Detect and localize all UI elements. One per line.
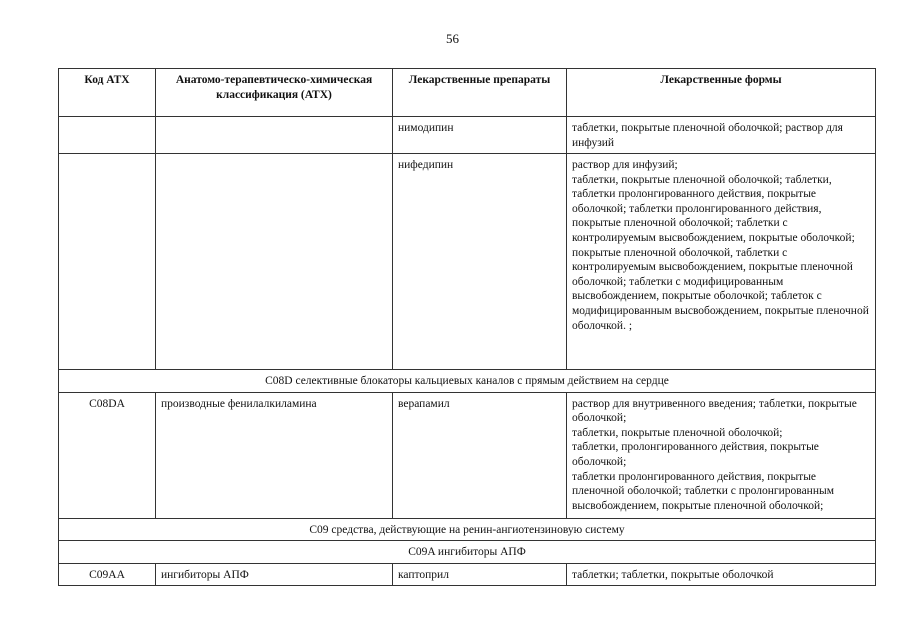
table-row [59, 117, 876, 154]
code-cell: C08DA [59, 392, 156, 518]
section-heading-c08d: C08D селективные блокаторы кальциевых каналов с прямым действием на сердце [59, 370, 876, 393]
code-cell [59, 117, 156, 154]
page-number: 56 [446, 31, 459, 46]
section-row [59, 541, 876, 564]
table-row [59, 154, 876, 370]
forms-cell: таблетки, покрытые пленочной оболочкой; раствор для инфузий [567, 117, 876, 154]
section-heading-c09a: C09A ингибиторы АПФ [59, 541, 876, 564]
table-row [59, 563, 876, 585]
section-row [59, 370, 876, 393]
forms-cell: таблетки; таблетки, покрытые оболочкой [567, 563, 876, 585]
header-classification: Анатомо-терапевтическо-химическая классификация (АТХ) [156, 69, 393, 117]
classification-cell [156, 117, 393, 154]
forms-cell: раствор для инфузий; таблетки, покрытые пленочной оболочкой; таблетки, таблетки пролонгированного действия, покрытые оболочкой; таблетки пролонгированного действия, покрытые пленочной оболочкой; таблетки с контролируемым высвобождением, покрытые оболочкой; покрытые пленочной оболочкой, таблетки с контролируемым высвобождением, покрытые пленочной оболочкой; таблетки с модифицированным высвобождением, покрытые оболочкой; таблеток с модифицированным высвобождением, покрытые пленочной оболочкой. ; [567, 154, 876, 370]
header-code: Код АТХ [59, 69, 156, 117]
atc-drug-table [58, 68, 876, 586]
section-row [59, 518, 876, 541]
forms-cell: раствор для внутривенного введения; таблетки, покрытые оболочкой; таблетки, покрытые пленочной оболочкой; таблетки, пролонгированного действия, покрытые оболочкой; таблетки пролонгированного действия, покрытые пленочной оболочкой; таблетки с пролонгированным высвобождением, покрытые пленочной оболочкой; [567, 392, 876, 518]
header-row [59, 69, 876, 117]
classification-cell: ингибиторы АПФ [156, 563, 393, 585]
drug-cell: каптоприл [393, 563, 567, 585]
table-row [59, 392, 876, 518]
drug-cell: нифедипин [393, 154, 567, 370]
code-cell: C09AA [59, 563, 156, 585]
classification-cell [156, 154, 393, 370]
drug-cell: нимодипин [393, 117, 567, 154]
code-cell [59, 154, 156, 370]
header-drugs: Лекарственные препараты [393, 69, 567, 117]
drug-cell: верапамил [393, 392, 567, 518]
classification-cell: производные фенилалкиламина [156, 392, 393, 518]
section-heading-c09: C09 средства, действующие на ренин-ангиотензиновую систему [59, 518, 876, 541]
header-forms: Лекарственные формы [567, 69, 876, 117]
